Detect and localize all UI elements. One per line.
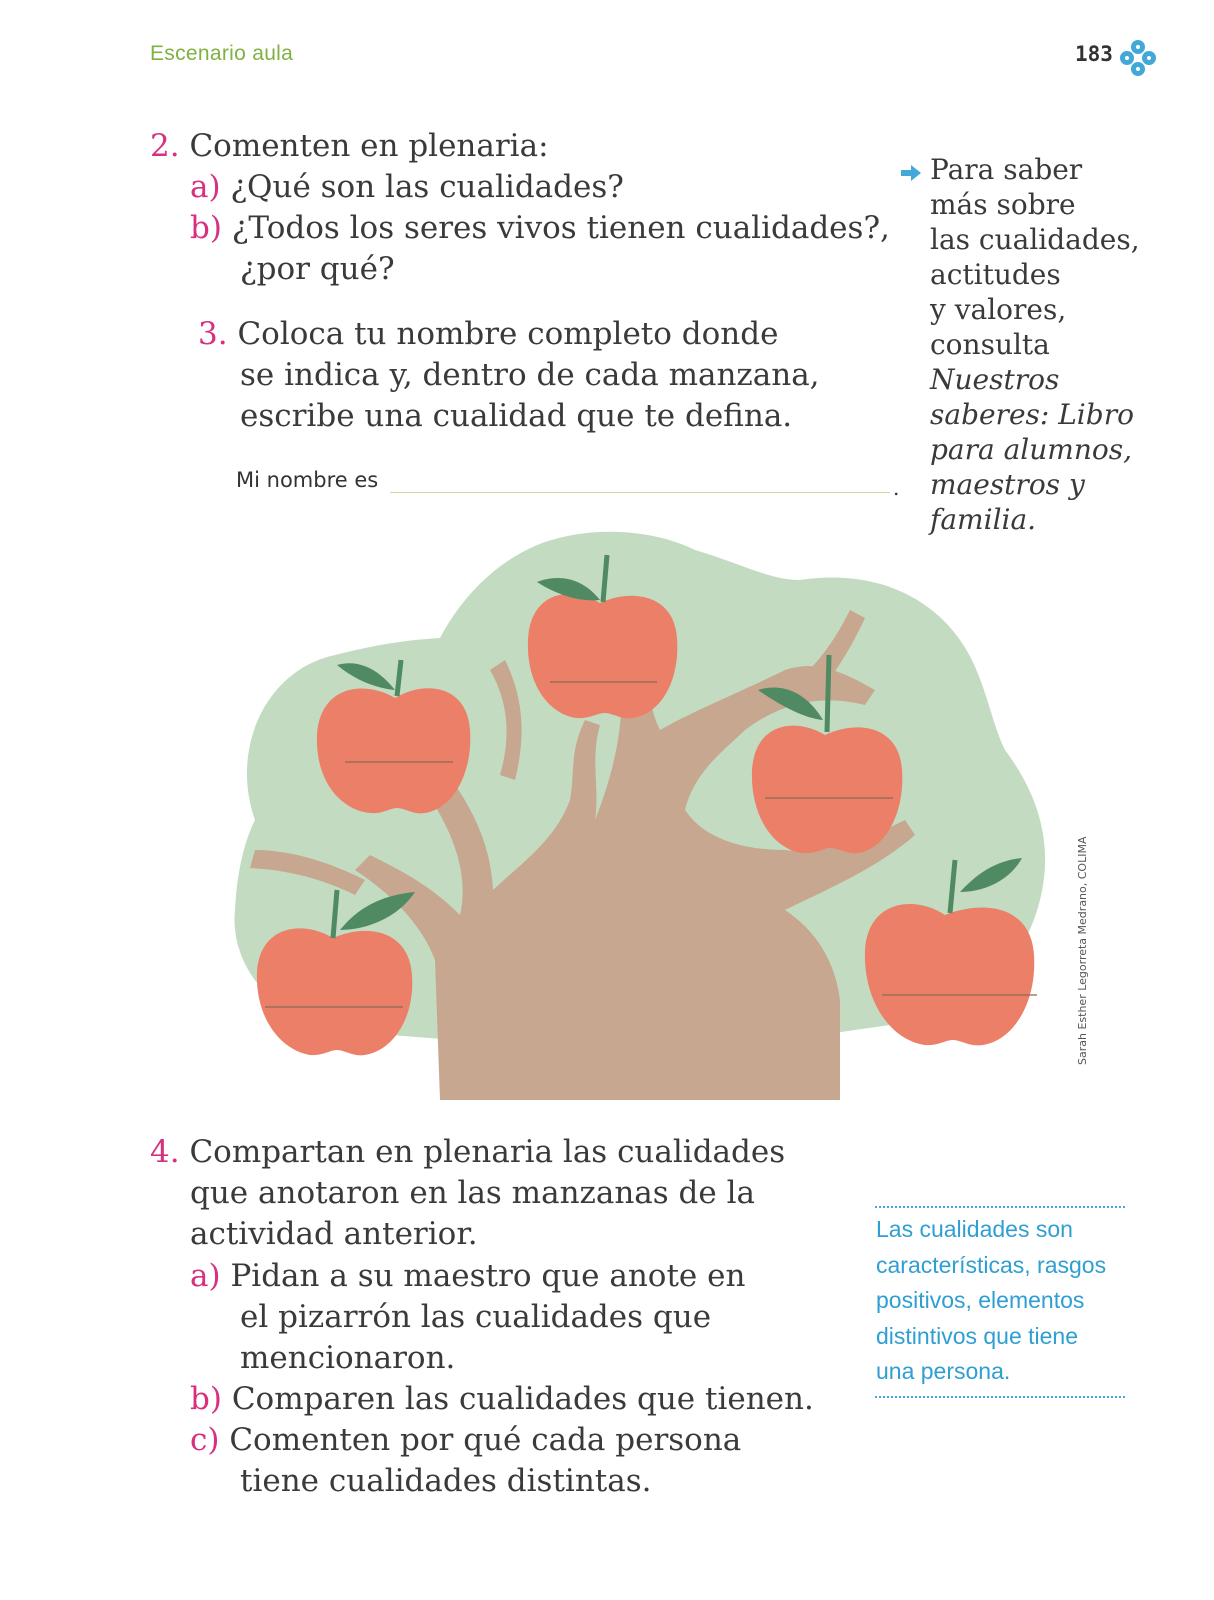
question-number: 4. [150, 1134, 180, 1170]
side-note-line: las cualidades, [930, 223, 1140, 256]
question-3 [198, 314, 778, 355]
question-2b-continued: ¿por qué? [240, 251, 395, 287]
side-note-line: consulta [930, 328, 1050, 361]
item-letter: a) [190, 169, 221, 205]
question-4a-line-3: mencionaron. [240, 1340, 456, 1376]
question-2a [190, 167, 624, 208]
name-write-line[interactable] [390, 492, 890, 493]
definition-text: Las cualidades son características, rasgos positivos, elementos distintivos que tiene una persona. [876, 1216, 1107, 1384]
side-note-line: y valores, [930, 293, 1067, 326]
flower-ornament-icon [1118, 38, 1158, 78]
item-letter: b) [190, 210, 222, 246]
question-3-line-3: escribe una cualidad que te defina. [240, 398, 793, 434]
item-text: ¿Qué son las cualidades? [230, 169, 624, 205]
question-4-line-3: actividad anterior. [190, 1216, 478, 1252]
item-text: ¿Todos los seres vivos tienen cualidades?, [231, 210, 890, 246]
side-note-line: Para saber [930, 153, 1083, 186]
item-text: Comenten por qué cada persona [229, 1422, 742, 1458]
book-title-line: saberes: Libro [930, 398, 1134, 431]
name-end-period: . [893, 476, 900, 500]
illustration-credit: Sarah Esther Legorreta Medrano, COLIMA [1076, 836, 1089, 1065]
question-text: Coloca tu nombre completo donde [237, 316, 779, 352]
question-4b [190, 1379, 814, 1420]
question-text: Compartan en plenaria las cualidades [189, 1134, 786, 1170]
page-number: 183 [1075, 42, 1113, 66]
question-4 [150, 1132, 785, 1173]
question-4a [190, 1256, 745, 1297]
side-note [930, 152, 1140, 537]
book-title-line: familia. [930, 503, 1037, 536]
book-title-line: Nuestros [930, 363, 1060, 396]
side-note-line: actitudes [930, 258, 1061, 291]
question-4c-line-2: tiene cualidades distintas. [240, 1463, 652, 1499]
question-2 [150, 126, 549, 167]
item-letter: b) [190, 1381, 222, 1417]
item-text: Comparen las cualidades que tienen. [231, 1381, 814, 1417]
apple-tree-illustration [225, 520, 1060, 1110]
book-title-line: maestros y [930, 468, 1085, 501]
question-3-line-2: se indica y, dentro de cada manzana, [240, 357, 820, 393]
question-number: 3. [198, 316, 228, 352]
section-title: Escenario aula [150, 42, 294, 65]
question-2b [190, 208, 890, 249]
book-title-line: para alumnos, [930, 433, 1132, 466]
arrow-right-icon [900, 164, 922, 182]
item-text: Pidan a su maestro que anote en [230, 1258, 746, 1294]
question-number: 2. [150, 128, 180, 164]
question-4c [190, 1420, 741, 1461]
question-text: Comenten en plenaria: [189, 128, 549, 164]
item-letter: a) [190, 1258, 221, 1294]
question-4a-line-2: el pizarrón las cualidades que [240, 1299, 712, 1335]
question-4-line-2: que anotaron en las manzanas de la [190, 1175, 755, 1211]
name-label: Mi nombre es [236, 468, 379, 492]
side-note-line: más sobre [930, 188, 1076, 221]
item-letter: c) [190, 1422, 220, 1458]
